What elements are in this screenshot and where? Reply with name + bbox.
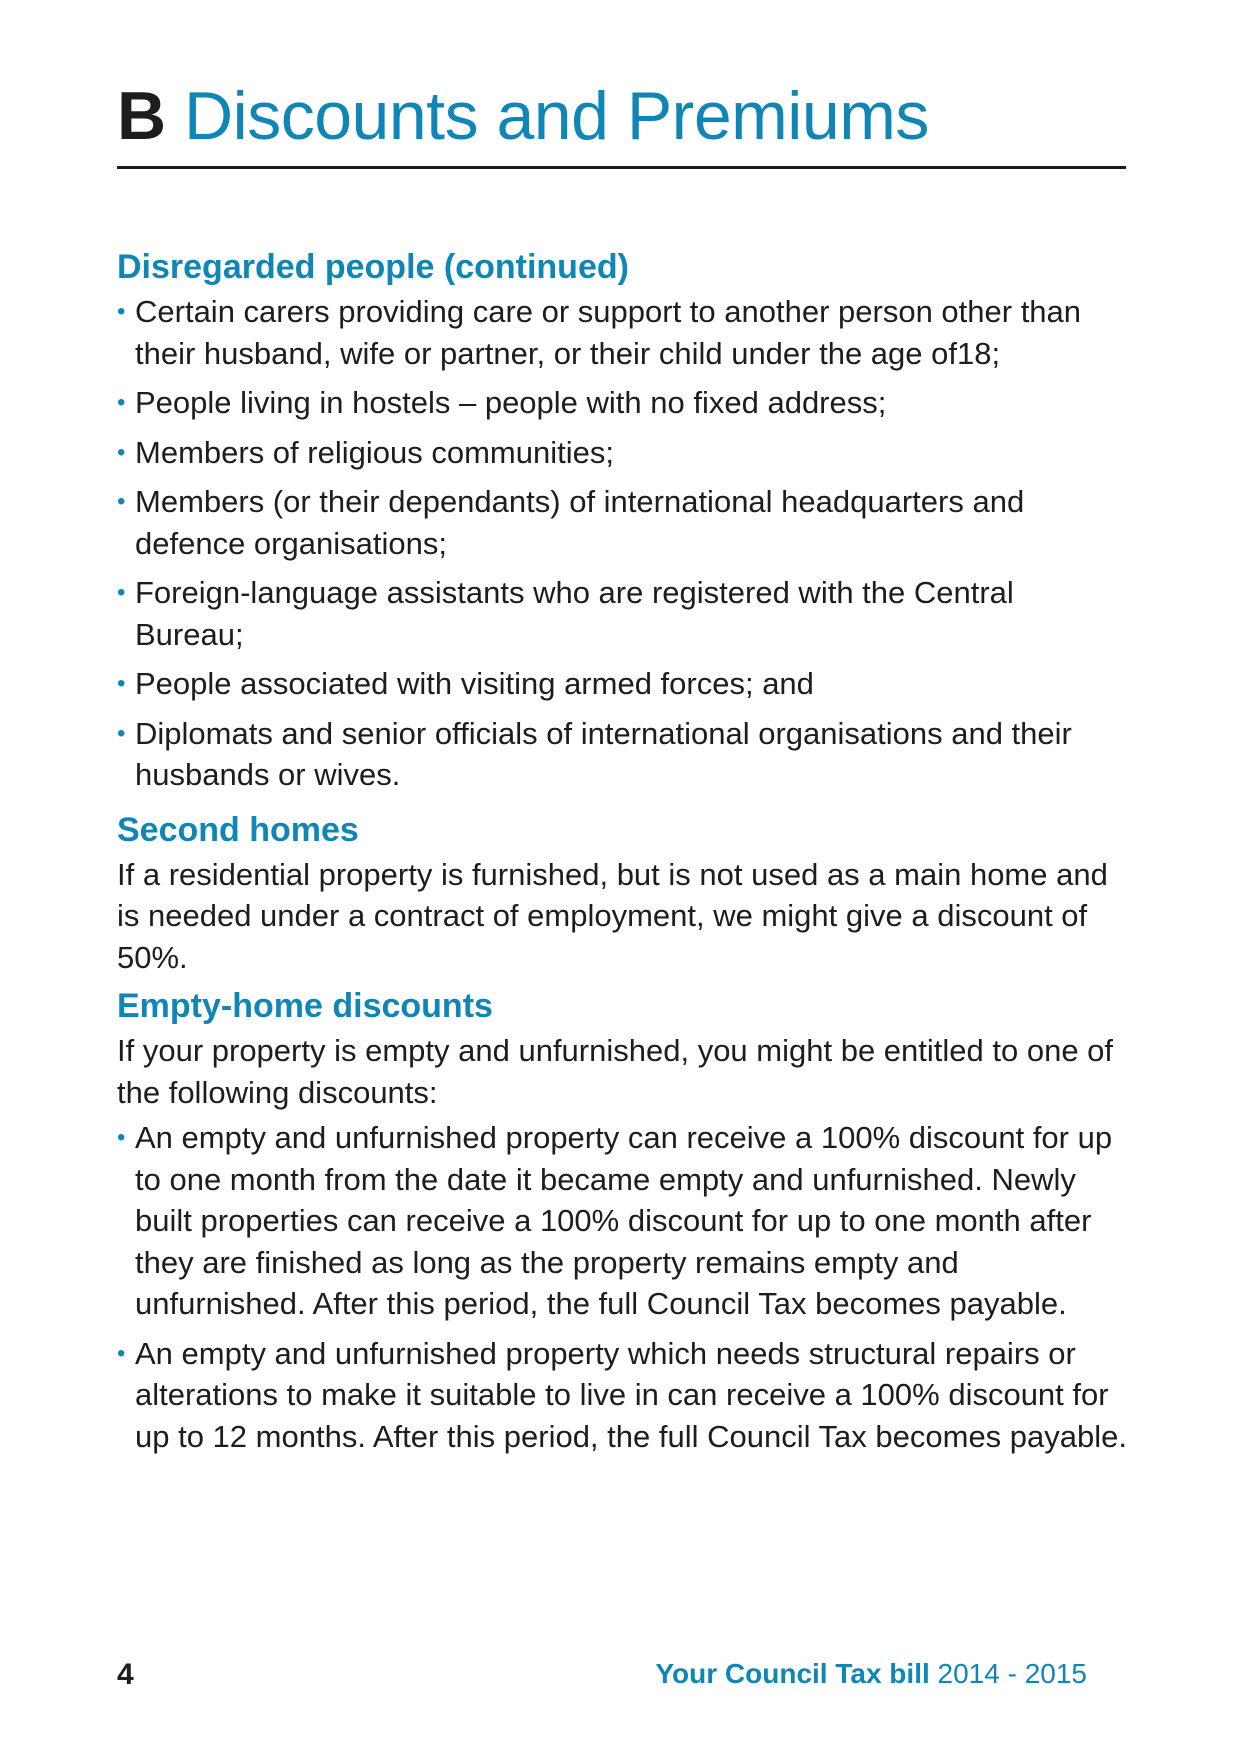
list-item	[117, 291, 1127, 374]
list-item-text: Certain carers providing care or support to another person other than their husband, wife or partner, or their child under the age of18;	[135, 294, 1082, 371]
bullet-icon: •	[117, 1339, 126, 1367]
footer-doc-title	[632, 1658, 1087, 1690]
list-item-text: Members (or their dependants) of international headquarters and defence organisations;	[135, 484, 1025, 561]
section-letter: B	[117, 78, 166, 154]
bullet-icon: •	[117, 579, 126, 606]
bullet-icon: •	[117, 438, 126, 466]
list-item	[117, 432, 1127, 474]
list-item	[117, 382, 1127, 424]
bullet-icon: •	[117, 1124, 126, 1151]
list-item-text: An empty and unfurnished property can receive a 100% discount for up to one month from the date it became empty and unfurnished. Newly built properties can receive a 100% discount for up to one month after they are finished as long as the property remains empty and unfurnished. After this period, the full Council Tax becomes payable.	[135, 1120, 1113, 1321]
second-homes-paragraph: If a residential property is furnished, but is not used as a main home and is needed under a contract of employment, we might give a discount of 50%.	[117, 856, 1108, 975]
bullet-icon: •	[117, 719, 126, 747]
footer-years: 2014 - 2015	[937, 1658, 1087, 1689]
list-item-text: Diplomats and senior officials of international organisations and their husbands or wives.	[135, 715, 1072, 792]
list-item-text: People associated with visiting armed forces; and	[135, 666, 814, 701]
bullet-icon: •	[117, 389, 126, 416]
empty-home-intro: If your property is empty and unfurnished, you might be entitled to one of the following discounts:	[117, 1033, 1114, 1110]
list-item-text: An empty and unfurnished property which needs structural repairs or alterations to make it suitable to live in can receive a 100% discount for up to 12 months. After this period, the full Council Tax becomes payable.	[135, 1335, 1127, 1454]
list-item	[117, 713, 1127, 796]
list-item	[117, 572, 1127, 655]
list-item	[117, 481, 1127, 564]
bullet-icon: •	[117, 488, 126, 515]
heading-disregarded-people: Disregarded people (continued)	[117, 248, 629, 286]
bullet-icon: •	[117, 670, 126, 697]
bullet-icon: •	[117, 298, 126, 325]
page-number: 4	[117, 1658, 134, 1691]
footer-title: Your Council Tax bill	[655, 1658, 930, 1689]
list-item	[117, 1333, 1127, 1458]
main-content	[117, 245, 1127, 1465]
page-title-text: Discounts and Premiums	[184, 78, 929, 154]
heading-second-homes: Second homes	[117, 810, 359, 849]
title-divider	[117, 166, 1126, 169]
list-item	[117, 663, 1127, 705]
list-item-text: Foreign-language assistants who are registered with the Central Bureau;	[135, 575, 1014, 652]
list-item	[117, 1117, 1127, 1325]
disregarded-people-list	[117, 291, 1127, 796]
heading-empty-home-discounts: Empty-home discounts	[117, 987, 493, 1025]
empty-home-list	[117, 1117, 1127, 1457]
page-title	[117, 76, 929, 156]
list-item-text: Members of religious communities;	[135, 434, 614, 470]
list-item-text: People living in hostels – people with no fixed address;	[135, 385, 887, 420]
